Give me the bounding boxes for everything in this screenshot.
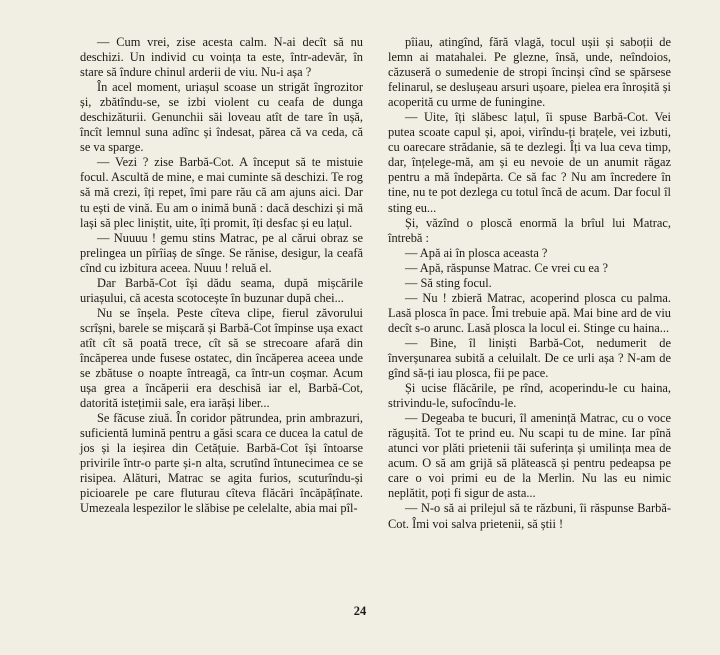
paragraph: — Nu ! zbieră Matrac, acoperind plosca cu palma. Lasă plosca în pace. Îmi trebuie apă. Mai bine ard de viu decît s-o arunc. Lasă plosca la locul ei. Stinge cu haina... [388, 290, 671, 335]
paragraph: — Vezi ? zise Barbă-Cot. A început să te mistuie focul. Ascultă de mine, e mai cuminte să deschizi. Te rog să mă crezi, îți repet, îmi pare rău că am ajuns aici. Dar tu ești de vină. Eu am o inimă bună : dacă deschizi și mă lași să plec liniștit, uite, îți promit, îți desfac și eu lațul. [80, 155, 363, 230]
paragraph: — Uite, îți slăbesc lațul, îi spuse Barbă-Cot. Vei putea scoate capul și, apoi, virîndu-ți brațele, vei izbuti, cu oarecare strădanie, să te dezlegi. Îți va lua ceva timp, dar, înțelege-mă, am și eu nevoie de un anumit răgaz pentru a mă îndepărta. Ce să fac ? Nu am încredere în tine, nu te pot dezlega cu totul încă de acum. Dar focul îl sting eu... [388, 110, 671, 215]
paragraph: Dar Barbă-Cot își dădu seama, după mișcările uriașului, că acesta scotocește în buzunar după chei... [80, 275, 363, 305]
right-column [388, 35, 671, 532]
paragraph: Se făcuse ziuă. În coridor pătrundea, prin ambrazuri, suficientă lumină pentru a găsi scara ce ducea la catul de jos și la ieșirea din Cetățuie. Barbă-Cot își întoarse privirile într-o parte și-n alta, scrutînd întunecimea ce se risipea. Alături, Matrac se agita furios, scuturîndu-și picioarele pe care fluturau cîteva flăcări încăpățînate. Umezeala lespezilor le slăbise pe celelalte, abia mai pîl- [80, 411, 363, 516]
paragraph: În acel moment, uriașul scoase un strigăt îngrozitor și, zbătîndu-se, se izbi violent cu ceafa de dunga deschizăturii. Genunchii săi loveau atît de tare în ușă, încît lemnul suna adînc și îndesat, părea că va ceda, că se va sparge. [80, 80, 363, 155]
left-column [80, 35, 363, 517]
paragraph: pîiau, atingînd, fără vlagă, tocul ușii și saboții de lemn ai matahalei. Pe glezne, însă, unde, neîndoios, căzuseră o sumedenie de stropi încinși cînd se spărsese felinarul, se deslușeau arsuri ușoare, pielea era înroșită și acoperită cu urme de funingine. [388, 35, 671, 110]
paragraph: Nu se înșela. Peste cîteva clipe, fierul zăvorului scrîșni, barele se mișcară și Barbă-Cot împinse ușa exact atît cît să poată trece, cît să se strecoare afară din încăperea unde fusese ostatec, din încăperea aceea unde se zbătuse o noapte întreagă, ca într-un coșmar. Acum ușa grea a încăperii era deschisă iar el, Barbă-Cot, datorită istețimii sale, era iarăși liber... [80, 305, 363, 411]
paragraph: — Nuuuu ! gemu stins Matrac, pe al cărui obraz se prelingea un pîrîiaș de sînge. Se rănise, desigur, la ceafă cînd cu izbitura aceea. Nuuu ! reluă el. [80, 230, 363, 275]
page-number: 24 [353, 604, 367, 618]
paragraph: — Să sting focul. [405, 275, 492, 290]
paragraph: Și ucise flăcările, pe rînd, acoperindu-le cu haina, strivindu-le, sufocîndu-le. [388, 381, 671, 411]
paragraph: — Degeaba te bucuri, îl amenință Matrac, cu o voce răgușită. Tot te prind eu. Nu scapi tu de mine. Iar pînă atunci vor plăti prietenii tăi suferința și umilința mea de acum. O să am grijă să plătească și pentru pedeapsa pe care o voi primi eu de la Merlin. Nu las eu nimic neplătit, poți fi sigur de asta... [388, 411, 671, 501]
paragraph: — Apă, răspunse Matrac. Ce vrei cu ea ? [405, 260, 608, 275]
paragraph: Și, văzînd o ploscă enormă la brîul lui Matrac, întrebă : [388, 215, 671, 245]
paragraph: — Apă ai în plosca aceasta ? [405, 245, 548, 260]
paragraph: — N-o să ai prilejul să te răzbuni, îi răspunse Barbă-Cot. Îmi voi salva prietenii, să știi ! [388, 501, 671, 531]
paragraph: — Bine, îl liniști Barbă-Cot, nedumerit de înverșunarea subită a celuilalt. De ce urli așa ? N-am de gînd să-ți iau plosca, fii pe pace. [388, 335, 671, 381]
paragraph: — Cum vrei, zise acesta calm. N-ai decît să nu deschizi. Un individ cu voința ta este, într-adevăr, în stare să îndure chinul arderii de viu. Nu-i așa ? [80, 35, 363, 80]
